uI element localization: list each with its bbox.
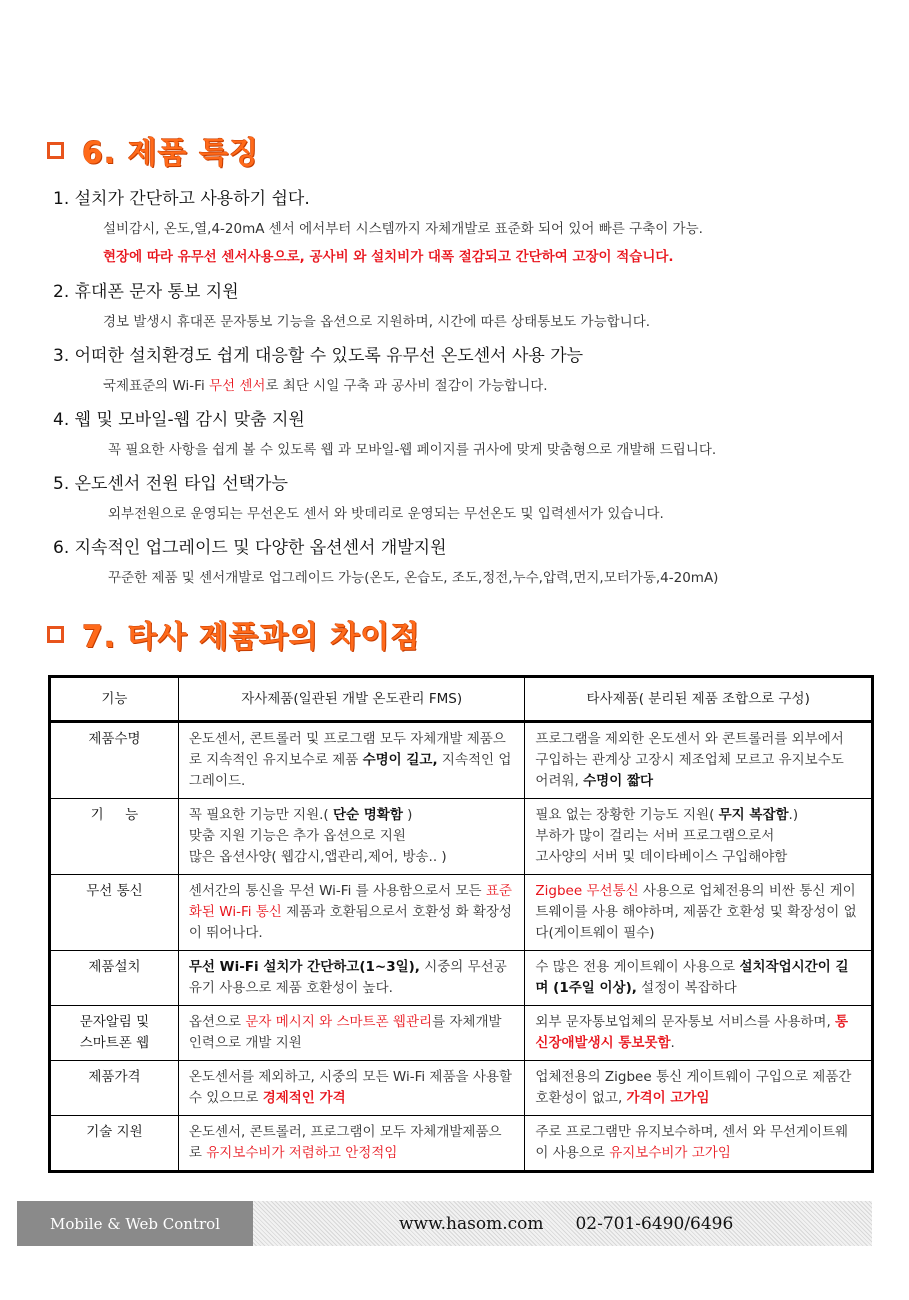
own-cell: 온도센서, 콘트롤러 및 프로그램 모두 자체개발 제품으로 지속적인 유지보수로 제품 수명이 길고, 지속적인 업그레이드. <box>178 722 525 799</box>
own-cell: 무선 Wi-Fi 설치가 간단하고(1~3일), 시중의 무선공유기 사용으로 제품 호환성이 높다. <box>178 951 525 1006</box>
section-6-title: 6. 제품 특징 <box>82 136 260 171</box>
checkbox-square-icon <box>47 142 64 159</box>
own-cell: 온도센서, 콘트롤러, 프로그램이 모두 자체개발제품으로 유지보수비가 저렴하고 안정적임 <box>178 1116 525 1172</box>
other-cell: Zigbee 무선통신 사용으로 업체전용의 비싼 통신 게이트웨이를 사용 해야하며, 제품간 호환성 및 확장성이 없다(게이트웨이 필수) <box>525 875 873 951</box>
section-6-heading <box>47 128 259 172</box>
feature-2 <box>53 277 883 330</box>
footer-contact <box>253 1201 872 1246</box>
feature-3-desc-red: 무선 센서 <box>209 378 266 394</box>
row-label: 문자알림 및 스마트폰 웹 <box>50 1006 179 1061</box>
table-row <box>50 951 873 1006</box>
footer-bar <box>17 1201 872 1246</box>
row-label: 제품가격 <box>50 1061 179 1116</box>
feature-5-title: 5. 온도센서 전원 타입 선택가능 <box>53 474 288 494</box>
comparison-table <box>48 675 874 1173</box>
row-label: 기 능 <box>50 799 179 875</box>
feature-1 <box>53 184 883 265</box>
row-label: 제품수명 <box>50 722 179 799</box>
feature-4 <box>53 405 883 458</box>
other-cell: 업체전용의 Zigbee 통신 게이트웨이 구입으로 제품간 호환성이 없고, 가격이 고가임 <box>525 1061 873 1116</box>
other-cell: 주로 프로그램만 유지보수하며, 센서 와 무선게이트웨이 사용으로 유지보수비가 고가임 <box>525 1116 873 1172</box>
row-label: 무선 통신 <box>50 875 179 951</box>
other-cell: 수 많은 전용 게이트웨이 사용으로 설치작업시간이 길며 (1주일 이상), 설정이 복잡하다 <box>525 951 873 1006</box>
feature-4-desc: 꼭 필요한 사항을 쉽게 볼 수 있도록 웹 과 모바일-웹 페이지를 귀사에 맞게 맞춤형으로 개발해 드립니다. <box>108 442 717 458</box>
section-7-title: 7. 타사 제품과의 차이점 <box>82 620 421 655</box>
feature-4-title: 4. 웹 및 모바일-웹 감시 맞춤 지원 <box>53 410 305 430</box>
table-row <box>50 1006 873 1061</box>
header-feature: 기능 <box>50 677 179 722</box>
feature-6-title: 6. 지속적인 업그레이드 및 다양한 옵션센서 개발지원 <box>53 538 447 558</box>
feature-3-desc <box>103 374 548 394</box>
header-own-product: 자사제품(일관된 개발 온도관리 FMS) <box>178 677 525 722</box>
own-cell: 옵션으로 문자 메시지 와 스마트폰 웹관리를 자체개발 인력으로 개발 지원 <box>178 1006 525 1061</box>
checkbox-square-icon <box>47 626 64 643</box>
table-row <box>50 1061 873 1116</box>
feature-2-title: 2. 휴대폰 문자 통보 지원 <box>53 282 239 302</box>
feature-2-desc: 경보 발생시 휴대폰 문자통보 기능을 옵션으로 지원하며, 시간에 따른 상태통보도 가능합니다. <box>103 314 651 330</box>
feature-5-desc: 외부전원으로 운영되는 무선온도 센서 와 밧데리로 운영되는 무선온도 및 입력센서가 있습니다. <box>108 506 664 522</box>
other-cell: 프로그램을 제외한 온도센서 와 콘트롤러를 외부에서 구입하는 관계상 고장시 제조업체 모르고 유지보수도 어려워, 수명이 짧다 <box>525 722 873 799</box>
section-7-heading <box>47 612 420 656</box>
feature-6-desc: 꾸준한 제품 및 센서개발로 업그레이드 가능(온도, 온습도, 조도,정전,누수,압력,먼지,모터가동,4-20mA) <box>108 570 719 586</box>
row-label: 제품설치 <box>50 951 179 1006</box>
feature-1-highlight: 현장에 따라 유무선 센서사용으로, 공사비 와 설치비가 대폭 절감되고 간단하여 고장이 적습니다. <box>103 249 674 265</box>
table-row <box>50 875 873 951</box>
own-cell: 꼭 필요한 기능만 지원.( 단순 명확함 ) 맞춤 지원 기능은 추가 옵션으로 지원 많은 옵션사양( 웹감시,앱관리,제어, 방송.. ) <box>178 799 525 875</box>
table-row <box>50 722 873 799</box>
footer-brand: Mobile & Web Control <box>17 1201 253 1246</box>
feature-3-desc-post: 로 최단 시일 구축 과 공사비 절감이 가능합니다. <box>265 378 548 394</box>
own-cell: 센서간의 통신을 무선 Wi-Fi 를 사용함으로서 모든 표준화된 Wi-Fi 통신 제품과 호환됨으로서 호환성 화 확장성이 뛰어나다. <box>178 875 525 951</box>
table-header-row <box>50 677 873 722</box>
other-cell: 외부 문자통보업체의 문자통보 서비스를 사용하며, 통신장애발생시 통보못함. <box>525 1006 873 1061</box>
other-cell: 필요 없는 장황한 기능도 지원( 무지 복잡함.) 부하가 많이 걸리는 서버 프로그램으로서 고사양의 서버 및 데이타베이스 구입해야함 <box>525 799 873 875</box>
own-cell: 온도센서를 제외하고, 시중의 모든 Wi-Fi 제품을 사용할 수 있으므로 경제적인 가격 <box>178 1061 525 1116</box>
header-other-product: 타사제품( 분리된 제품 조합으로 구성) <box>525 677 873 722</box>
feature-1-title: 1. 설치가 간단하고 사용하기 쉽다. <box>53 189 310 209</box>
feature-3-title: 3. 어떠한 설치환경도 쉽게 대응할 수 있도록 유무선 온도센서 사용 가능 <box>53 346 584 366</box>
feature-6 <box>53 533 883 586</box>
feature-1-desc: 설비감시, 온도,열,4-20mA 센서 에서부터 시스템까지 자체개발로 표준화 되어 있어 빠른 구축이 가능. <box>103 221 703 237</box>
row-label: 기술 지원 <box>50 1116 179 1172</box>
feature-3 <box>53 341 883 394</box>
footer-phone: 02-701-6490/6496 <box>575 1213 734 1234</box>
table-row <box>50 799 873 875</box>
table-row <box>50 1116 873 1172</box>
feature-3-desc-pre: 국제표준의 Wi-Fi <box>103 378 209 394</box>
feature-5 <box>53 469 883 522</box>
footer-website-link[interactable]: www.hasom.com <box>399 1213 544 1234</box>
